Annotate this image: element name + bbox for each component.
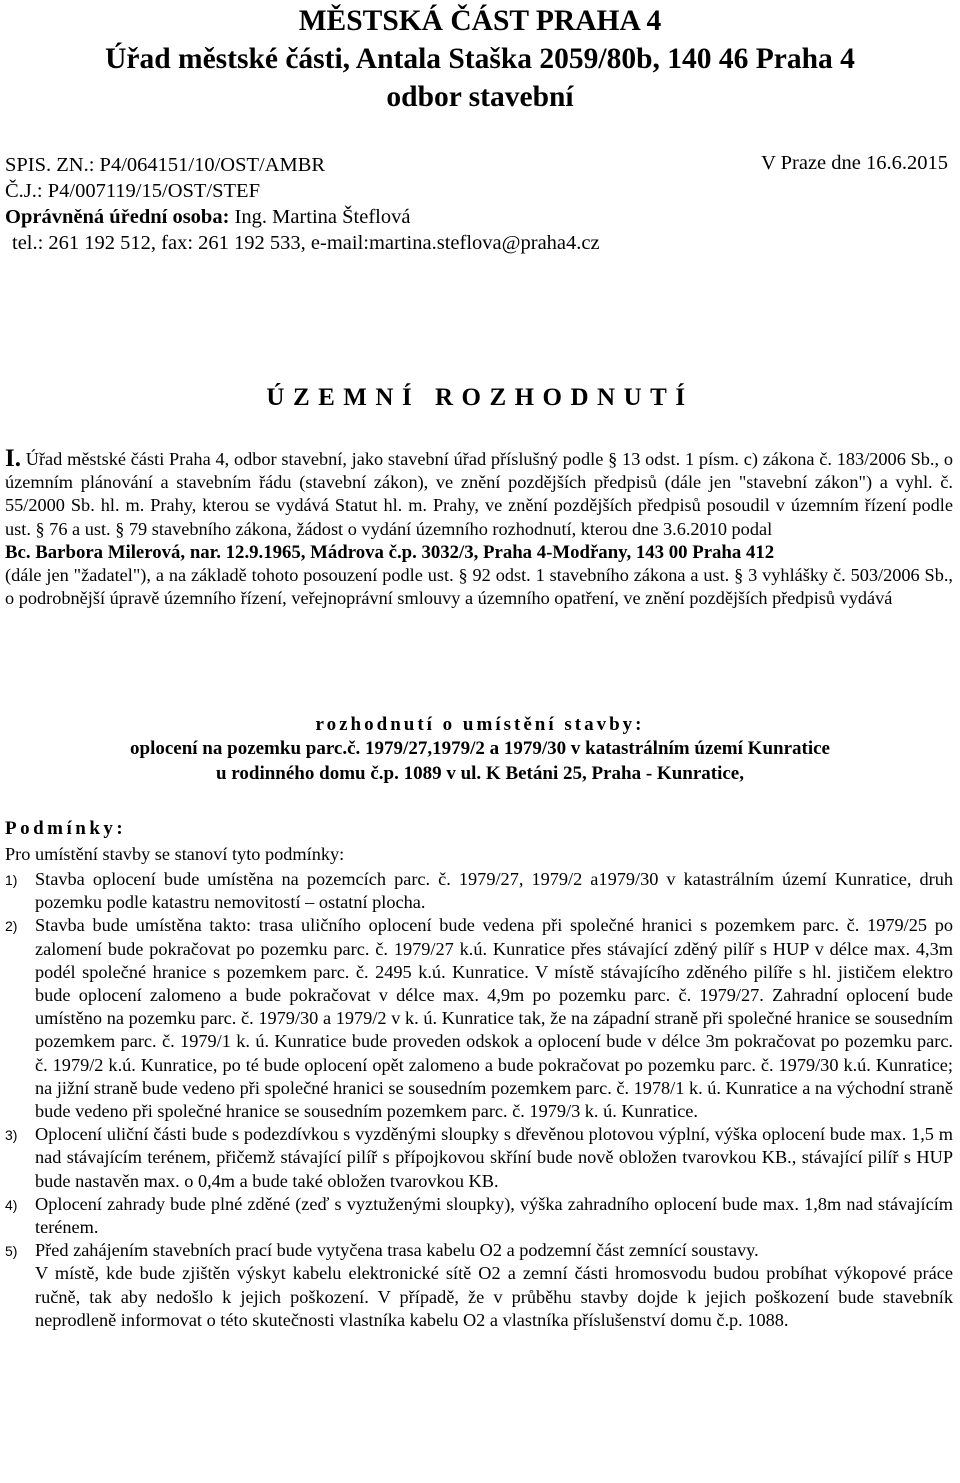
decision-subject-line2: u rodinného domu č.p. 1089 v ul. K Betáni 25, Praha - Kunratice, [215, 763, 744, 784]
official-person-label: Oprávněná úřední osoba: [5, 206, 230, 228]
condition-item [5, 1193, 953, 1239]
document-date: V Praze dne 16.6.2015 [761, 152, 948, 174]
condition-text: Stavba oplocení bude umístěna na pozemcích parc. č. 1979/27, 1979/2 a1979/30 v katastrálním území Kunratice, druh pozemku podle katastru nemovitostí – ostatní plocha. [35, 869, 953, 913]
conditions-list [5, 868, 953, 1332]
letterhead-address: Úřad městské části, Antala Staška 2059/80b, 140 46 Praha 4 [105, 43, 855, 75]
section-one-text-2: (dále jen "žadatel"), a na základě tohoto posouzení podle ust. § 92 odst. 1 stavebního zákona a ust. § 3 vyhlášky č. 503/2006 Sb., o podrobnější úpravě územního řízení, veřejnoprávní smlouvy a územního opatření, ve znění pozdějších předpisů vydává [5, 565, 953, 609]
official-person-name: Ing. Martina Šteflová [229, 206, 411, 228]
section-one [5, 447, 953, 610]
condition-text: Stavba bude umístěna takto: trasa uličního oplocení bude vedena při společné hranici s pozemkem parc. č. 1979/25 po zalomení bude pokračovat po pozemku parc. č. 1979/27 k.ú. Kunratice přes stávající zděný pilíř s HUP v délce max. 4,3m podél společné hranice s pozemkem parc. č. 2495 k.ú. Kunratice. V místě stávajícího zděného pilíře s hl. jističem elektro bude oplocení zalomeno a bude pokračovat v délce max. 4,9m po pozemku parc. č. 1979/27. Zahradní oplocení bude umístěno na pozemku parc. č. 1979/30 a 1979/2 v k. ú. Kunratice tak, že na západní straně při společné hranice se sousedním pozemkem parc. č. 1979/1 k. ú. Kunratice bude proveden odskok a oplocení bude v délce 3m pokračovat po pozemku parc. č. 1979/2 k.ú. Kunratice, po té bude oplocení opět zalomeno a bude pokračovat po pozemku parc. č. 1979/30 k.ú. Kunratice; na jižní straně bude vedeno při společné hranici se sousedním pozemkem parc. č. 1978/1 k. ú. Kunratice a na východní straně bude vedeno při společné hranice se sousedním pozemkem parc. č. 1979/3 k. ú. Kunratice. [35, 915, 953, 1122]
conditions-heading: Podmínky: [5, 818, 127, 839]
official-person [5, 204, 410, 230]
section-number: I. [5, 445, 21, 472]
section-one-text: Úřad městské části Praha 4, odbor stavební, jako stavební úřad příslušný podle § 13 odst. 1 písm. c) zákona č. 183/2006 Sb., o územním plánování a stavebním řádu (stavební zákon), ve znění pozdějších předpisů (dále jen "stavební zákon") a vyhl. č. 55/2000 Sb. hl. m. Prahy, kterou se vydává Statut hl. m. Prahy, ve znění pozdějších předpisů posoudil v územním řízení podle ust. § 76 a ust. § 79 stavebního zákona, žádost o vydání územního rozhodnutí, kterou dne 3.6.2010 podal [5, 449, 953, 539]
file-reference: SPIS. ZN.: P4/064151/10/OST/AMBR [5, 154, 326, 176]
condition-number: 1) [5, 872, 18, 888]
reference-number: Č.J.: P4/007119/15/OST/STEF [5, 180, 260, 202]
condition-item [5, 914, 953, 1123]
condition-number: 3) [5, 1127, 18, 1144]
letterhead [0, 2, 960, 116]
condition-number: 4) [5, 1196, 18, 1213]
condition-text: Oplocení uliční části bude s podezdívkou s vyzděnými sloupky s dřevěnou plotovou výplní, výška oplocení bude max. 1,5 m nad stávajícím terénem, přičemž stávající pilíř s přípojkovou skříní bude nově obložen tvarovkou KB., stávající pilíř s HUP bude nastavěn max. o 0,4m a bude také obložen tvarovkou KB. [35, 1124, 953, 1191]
applicant: Bc. Barbora Milerová, nar. 12.9.1965, Mádrova č.p. 3032/3, Praha 4-Modřany, 143 00 Praha 412 [5, 541, 775, 563]
letterhead-authority: MĚSTSKÁ ČÁST PRAHA 4 [298, 5, 662, 37]
condition-number: 5) [5, 1243, 18, 1260]
condition-item [5, 1123, 953, 1193]
contact-line: tel.: 261 192 512, fax: 261 192 533, e-mail:martina.steflova@praha4.cz [12, 232, 600, 254]
condition-item [5, 868, 953, 914]
condition-text: Oplocení zahrady bude plné zděné (zeď s vyztuženými sloupky), výška zahradního oplocení bude max. 1,8m nad stávajícím terénem. [35, 1193, 953, 1238]
condition-number: 2) [5, 918, 18, 935]
condition-continuation: V místě, kde bude zjištěn výskyt kabelu elektronické sítě O2 a zemní části hromosvodu budou probíhat výkopové práce ručně, tak aby nedošlo k jejich poškození. V případě, že v průběhu stavby dojde k jejich poškození bude stavebník neprodleně informovat o této skutečnosti vlastníka kabelu O2 a vlastníka příslušenství domu č.p. 1088. [35, 1263, 953, 1330]
decision-heading: rozhodnutí o umístění stavby: [315, 714, 645, 735]
condition-item [5, 1239, 953, 1262]
document-title: ÚZEMNÍ ROZHODNUTÍ [266, 384, 694, 411]
letterhead-department: odbor stavební [386, 81, 574, 113]
conditions-intro: Pro umístění stavby se stanoví tyto podmínky: [5, 844, 345, 864]
condition-text: Před zahájením stavebních prací bude vytyčena trasa kabelu O2 a podzemní část zemnící soustavy. [35, 1240, 759, 1261]
decision-subject-line1: oplocení na pozemku parc.č. 1979/27,1979/2 a 1979/30 v katastrálním území Kunratice [130, 738, 830, 759]
